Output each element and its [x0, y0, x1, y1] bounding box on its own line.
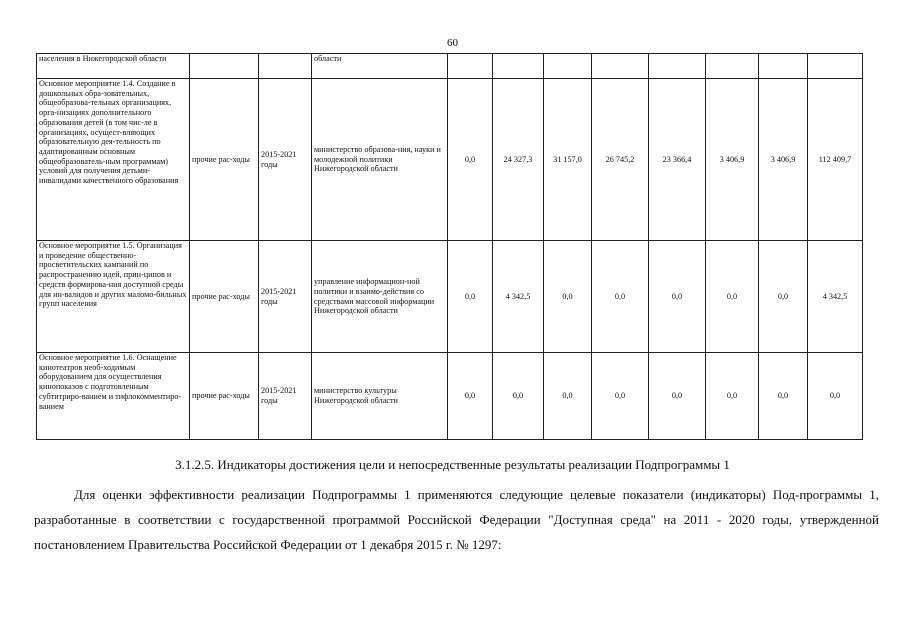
page-number: 60	[447, 37, 458, 49]
value-cell: 0,0	[759, 241, 808, 353]
value-cell	[808, 54, 863, 79]
value-cell: 0,0	[544, 241, 592, 353]
value-cell: 0,0	[649, 353, 706, 440]
value-cell	[544, 54, 592, 79]
expense-type-cell: прочие рас-ходы	[190, 241, 259, 353]
value-cell: 4 342,5	[808, 241, 863, 353]
period-cell: 2015-2021 годы	[259, 241, 312, 353]
value-cell	[706, 54, 759, 79]
body-paragraph: Для оценки эффективности реализации Подпрограммы 1 применяются следующие целевые показатели (индикаторы) Под-программы 1, разработанные в соответствии с государственной программой Российской Федерации "Доступная среда" на 2011 - 2020 годы, утвержденной постановлением Правительства Российской Федерации от 1 декабря 2015 г. № 1297:	[34, 487, 879, 552]
value-cell	[649, 54, 706, 79]
table-row	[37, 353, 863, 440]
period-cell	[259, 54, 312, 79]
executor-cell: министерство образова-ния, науки и молодежной политики Нижегородской области	[312, 79, 448, 241]
value-cell: 0,0	[448, 353, 493, 440]
measure-cell: Основное мероприятие 1.6. Оснащение кинотеатров необ-ходимым оборудованием для осуществления кинопоказов с подготовленным субтитриро-ванием и тифлокомментиро-ванием	[37, 353, 190, 440]
value-cell: 0,0	[706, 241, 759, 353]
value-cell: 0,0	[649, 241, 706, 353]
executor-cell: министерство культуры Нижегородской области	[312, 353, 448, 440]
value-cell: 0,0	[493, 353, 544, 440]
value-cell: 112 409,7	[808, 79, 863, 241]
value-cell: 4 342,5	[493, 241, 544, 353]
measure-cell: населения в Нижегородской области	[37, 54, 190, 79]
value-cell: 24 327,3	[493, 79, 544, 241]
value-cell: 0,0	[759, 353, 808, 440]
value-cell: 0,0	[592, 241, 649, 353]
value-cell	[448, 54, 493, 79]
executor-cell: области	[312, 54, 448, 79]
executor-cell: управление информацион-ной политики и взаимо-действия со средствами массовой информации Нижегородской области	[312, 241, 448, 353]
measure-cell: Основное мероприятие 1.4. Создание в дошкольных обра-зовательных, общеобразова-тельных организациях, орга-низациях дополнительного образования детей (в том чис-ле в организациях, осущест-вляющих образовательную дея-тельность по адаптированным основным общеобразователь-ным программам) условий для получения детьми-инвалидами качественного образования	[37, 79, 190, 241]
value-cell: 3 406,9	[706, 79, 759, 241]
expense-type-cell	[190, 54, 259, 79]
value-cell	[592, 54, 649, 79]
expense-type-cell: прочие рас-ходы	[190, 79, 259, 241]
value-cell	[493, 54, 544, 79]
value-cell	[759, 54, 808, 79]
value-cell: 0,0	[706, 353, 759, 440]
value-cell: 0,0	[448, 79, 493, 241]
value-cell: 3 406,9	[759, 79, 808, 241]
value-cell: 0,0	[544, 353, 592, 440]
expense-type-cell: прочие рас-ходы	[190, 353, 259, 440]
value-cell: 26 745,2	[592, 79, 649, 241]
value-cell: 0,0	[808, 353, 863, 440]
value-cell: 0,0	[592, 353, 649, 440]
table-row	[37, 54, 863, 79]
value-cell: 0,0	[448, 241, 493, 353]
value-cell: 31 157,0	[544, 79, 592, 241]
measure-cell: Основное мероприятие 1.5. Организация и проведение общественно-просветительских кампаний по распространению идей, прин-ципов и средств формирова-ния доступной среды для ин-валидов и других маломо-бильных групп населения	[37, 241, 190, 353]
budget-table	[36, 53, 863, 440]
table-row	[37, 241, 863, 353]
table-row	[37, 79, 863, 241]
section-heading: 3.1.2.5. Индикаторы достижения цели и непосредственные результаты реализации Подпрограммы 1	[175, 457, 730, 472]
period-cell: 2015-2021 годы	[259, 353, 312, 440]
value-cell: 23 366,4	[649, 79, 706, 241]
period-cell: 2015-2021 годы	[259, 79, 312, 241]
